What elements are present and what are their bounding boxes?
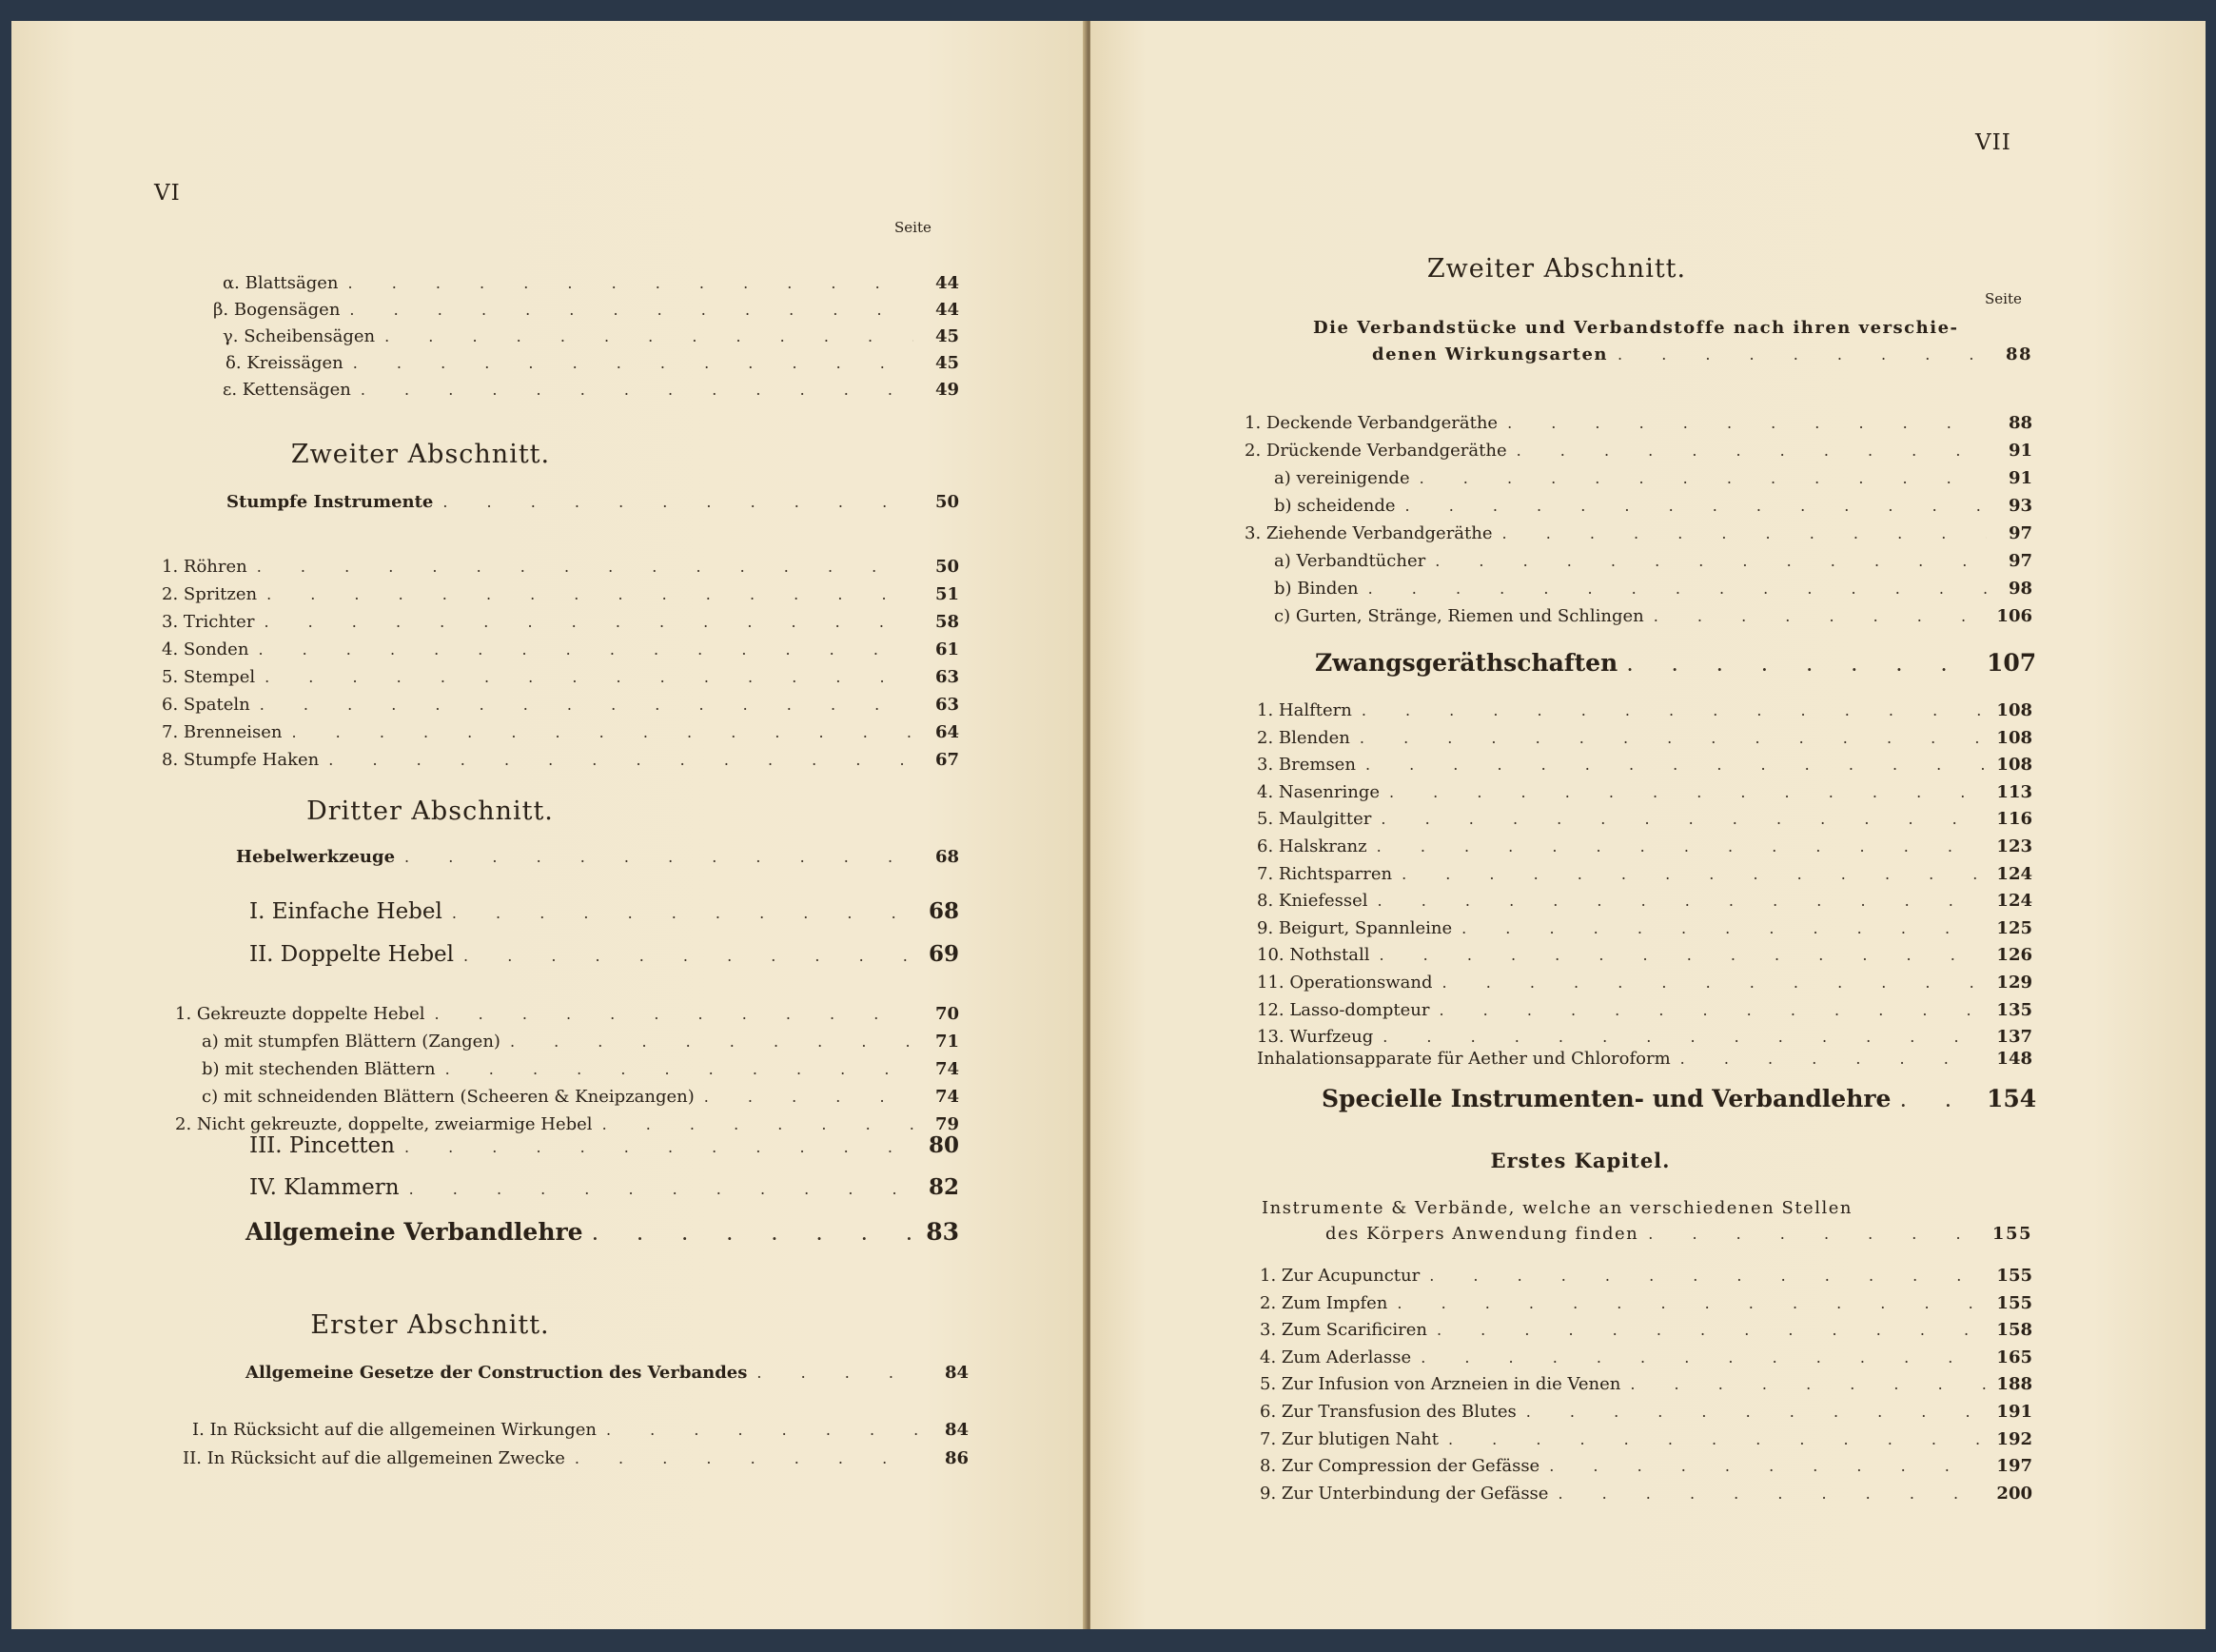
toc-entry [1260,1266,2032,1286]
toc-entry: Inhalationsapparate für Aether und Chloroform . . . 148 [1257,1049,2032,1069]
toc-entry-page: 63 [934,667,959,687]
toc-entry [1260,1456,2032,1476]
toc-entry-page: 98 [2008,579,2032,599]
toc-entry-label: 8. Zur Compression der Gefässe [1260,1456,1540,1477]
toc-entry-page: 158 [1996,1320,2032,1341]
toc-entry: Stumpfe Instrumente . . . 50 [226,492,959,512]
leader-dots [258,640,913,659]
toc-entry: Allgemeine Gesetze der Construction des Verbandes . . . 84 [245,1363,969,1383]
leader-dots [384,327,913,345]
leader-dots [575,1449,923,1467]
toc-entry-page: 200 [1996,1483,2032,1504]
toc-entry-page: 61 [934,639,959,659]
toc-entry-label: 13. Wurfzeug [1257,1027,1374,1048]
leader-dots [1405,497,1987,515]
toc-entry-page: 93 [2008,496,2032,516]
toc-entry-label: 4. Zum Aderlasse [1260,1347,1412,1367]
toc-entry-page: 45 [934,353,959,373]
toc-entry: Specielle Instrumenten- und Verbandlehre . . . 154 [1322,1085,2032,1112]
page-number: VII [1975,130,2011,155]
toc-entry [162,584,959,604]
toc-entry-page: 97 [2008,551,2032,571]
toc-entry-page: 124 [1996,891,2032,912]
leader-dots [1558,1485,1987,1503]
leader-dots [348,274,913,292]
leader-dots [1429,1267,1987,1285]
leader-dots [257,558,913,576]
toc-entry-page: 49 [934,380,959,400]
toc-entry-label: 7. Richtsparren [1257,863,1393,884]
toc-entry-line1: Die Verbandstücke und Verbandstoffe nach ihren verschie- [1313,318,1959,338]
toc-entry: III. Pincetten . . . 80 [249,1132,959,1158]
toc-entry-label: 2. Zum Impfen [1260,1292,1388,1313]
toc-entry [162,667,959,687]
toc-entry [175,1004,959,1024]
toc-entry-label: b) scheidende [1274,496,1396,516]
toc-entry-label: 1. Gekreuzte doppelte Hebel [175,1004,425,1024]
toc-entry-page: 192 [1996,1428,2032,1449]
toc-entry-page: 137 [1996,1027,2032,1048]
toc-entry: Zwangsgeräthschaften . . . 107 [1315,649,2032,677]
toc-entry [1260,1320,2032,1340]
toc-entry [1257,728,2032,748]
toc-entry-label: 8. Kniefessel [1257,891,1368,912]
toc-entry-label: c) mit schneidenden Blättern (Scheeren & Kneipzangen) [202,1087,695,1107]
toc-entry-label: δ. Kreissägen [226,353,343,373]
toc-entry [1257,782,2032,802]
toc-entry-label: I. In Rücksicht auf die allgemeinen Wirkungen [192,1420,597,1440]
leader-dots [1654,607,1987,625]
leader-dots [1439,1001,1987,1019]
toc-entry-label: 7. Brenneisen [162,722,283,742]
toc-entry [1257,809,2032,829]
leader-dots [1360,729,1987,747]
toc-entry-label: 1. Zur Acupunctur [1260,1266,1421,1286]
leader-dots [1461,919,1987,937]
toc-entry-label: γ. Scheibensägen [223,326,376,346]
toc-entry-page: 197 [1996,1456,2032,1477]
toc-entry [1274,606,2032,626]
leader-dots [1507,414,1987,432]
toc-entry-page: 126 [1996,945,2032,966]
toc-entry-label: 11. Operationswand [1257,973,1433,993]
left-page [11,21,1087,1629]
seite-label: Seite [1985,290,2022,307]
toc-entry [1274,496,2032,516]
leader-dots [1502,524,1987,542]
toc-entry [223,326,959,346]
toc-entry-page: 44 [934,300,959,320]
toc-entry-label: a) vereinigende [1274,468,1410,488]
toc-entry [1274,551,2032,571]
leader-dots [291,723,913,741]
leader-dots [1397,1294,1987,1312]
seite-label: Seite [894,219,932,236]
toc-entry-page: 135 [1996,999,2032,1020]
toc-entry [1257,918,2032,938]
toc-entry-label: 1. Halftern [1257,700,1352,720]
leader-dots [1526,1403,1987,1421]
leader-dots [1381,810,1987,828]
toc-entry-page: 116 [1996,809,2032,830]
toc-entry-label: 2. Spritzen [162,584,258,604]
leader-dots [1517,442,1987,460]
toc-entry-label: 7. Zur blutigen Naht [1260,1428,1439,1449]
leader-dots [1389,783,1987,801]
toc-entry [162,612,959,632]
right-page [1090,21,2206,1629]
section-heading: Erster Abschnitt. [310,1310,550,1340]
toc-entry [1260,1484,2032,1504]
toc-entry-page: 91 [2008,468,2032,488]
toc-entry-page: 74 [934,1087,959,1107]
toc-entry [1245,441,2032,461]
leader-dots [434,1005,913,1023]
toc-entry-page: 108 [1996,727,2032,748]
toc-entry-page: 86 [944,1448,969,1468]
toc-entry-label: 5. Zur Infusion von Arzneien in die Venen [1260,1374,1621,1395]
page-number: VI [154,181,181,206]
toc-entry: Allgemeine Verbandlehre . . . 83 [245,1218,959,1246]
toc-entry: II. Doppelte Hebel . . . 69 [249,941,959,967]
toc-entry-label: β. Bogensägen [213,300,341,320]
chapter-heading: Erstes Kapitel. [1490,1149,1671,1172]
leader-dots [1368,580,1987,598]
toc-entry-label: 2. Blenden [1257,727,1350,748]
toc-entry-page: 50 [934,557,959,577]
toc-entry [1257,836,2032,856]
toc-entry-line1: Instrumente & Verbände, welche an verschiedenen Stellen [1262,1198,1853,1218]
toc-entry-page: 155 [1996,1266,2032,1286]
toc-entry-page: 70 [934,1004,959,1024]
toc-entry-page: 88 [2008,413,2032,433]
toc-entry [1260,1374,2032,1394]
toc-entry [223,380,959,400]
toc-entry [1260,1429,2032,1449]
toc-entry [162,639,959,659]
toc-entry-label: α. Blattsägen [223,273,339,293]
toc-entry [1257,1027,2032,1047]
leader-dots [265,668,913,686]
leader-dots [606,1421,923,1439]
leader-dots [704,1088,913,1106]
leader-dots [1378,892,1987,910]
toc-entry-label: 6. Zur Transfusion des Blutes [1260,1402,1517,1422]
toc-entry-page: 97 [2008,523,2032,543]
toc-entry-label: b) mit stechenden Blättern [202,1059,436,1079]
leader-dots [1379,946,1987,964]
toc-entry [1257,864,2032,884]
leader-dots [353,354,913,372]
toc-entry [1257,945,2032,965]
leader-dots [1377,837,1987,856]
toc-entry-page: 91 [2008,441,2032,461]
toc-entry [162,557,959,577]
leader-dots [1442,974,1987,992]
toc-entry [175,1114,959,1134]
toc-entry [162,695,959,715]
leader-dots [1448,1430,1987,1448]
toc-entry-page: 84 [944,1420,969,1440]
toc-entry-label: a) Verbandtücher [1274,551,1426,571]
leader-dots [1402,865,1987,883]
leader-dots [1420,469,1987,487]
toc-entry: denen Wirkungsarten . . . 88 [1372,344,2032,364]
toc-entry-label: 6. Spateln [162,695,250,715]
toc-entry-page: 113 [1996,781,2032,802]
toc-entry-label: 5. Maulgitter [1257,809,1372,830]
toc-entry [213,300,959,320]
toc-entry-label: 5. Stempel [162,667,256,687]
toc-entry-page: 64 [934,722,959,742]
leader-dots [349,301,913,319]
toc-entry-page: 188 [1996,1374,2032,1395]
toc-entry [226,353,959,373]
leader-dots [445,1060,913,1078]
toc-entry-page: 74 [934,1059,959,1079]
toc-entry [1257,973,2032,993]
leader-dots [1383,1028,1987,1046]
toc-entry [1274,579,2032,599]
toc-entry [1257,891,2032,911]
toc-entry-label: 2. Drückende Verbandgeräthe [1245,441,1507,461]
leader-dots [328,751,913,769]
toc-entry-page: 124 [1996,863,2032,884]
section-heading: Dritter Abschnitt. [306,796,554,826]
toc-entry-page: 125 [1996,917,2032,938]
toc-entry-page: 191 [1996,1402,2032,1422]
toc-entry-page: 79 [934,1114,959,1134]
toc-entry [202,1032,959,1052]
leader-dots [361,381,913,399]
toc-entry-label: b) Binden [1274,579,1359,599]
toc-entry [1257,1000,2032,1020]
toc-entry-page: 129 [1996,973,2032,993]
toc-entry-label: 6. Halskranz [1257,836,1367,856]
toc-entry-label: c) Gurten, Stränge, Riemen und Schlingen [1274,606,1644,626]
leader-dots [266,585,913,603]
toc-entry: des Körpers Anwendung finden . . . 155 [1325,1224,2032,1244]
toc-entry-page: 71 [934,1032,959,1052]
toc-entry [1260,1347,2032,1367]
leader-dots [1365,756,1987,774]
toc-entry-label: 1. Deckende Verbandgeräthe [1245,413,1499,433]
toc-entry-label: 12. Lasso-dompteur [1257,999,1430,1020]
leader-dots [1421,1348,1987,1367]
leader-dots [1435,552,1987,570]
toc-entry [183,1448,969,1468]
toc-entry [162,750,959,770]
leader-dots [1437,1321,1987,1339]
toc-entry-label: 3. Bremsen [1257,755,1356,776]
leader-dots [510,1032,913,1051]
toc-entry-label: 4. Sonden [162,639,249,659]
toc-entry-page: 165 [1996,1347,2032,1367]
toc-entry-label: 3. Ziehende Verbandgeräthe [1245,523,1493,543]
toc-entry-label: 2. Nicht gekreuzte, doppelte, zweiarmige Hebel [175,1114,593,1134]
leader-dots [1362,701,1987,719]
leader-dots [1630,1375,1987,1393]
toc-entry [1274,468,2032,488]
toc-entry-label: 4. Nasenringe [1257,781,1380,802]
toc-entry-label: 9. Zur Unterbindung der Gefässe [1260,1483,1549,1504]
toc-entry-page: 106 [1996,606,2032,626]
toc-entry-label: II. In Rücksicht auf die allgemeinen Zwecke [183,1448,565,1468]
leader-dots [264,613,913,631]
toc-entry-page: 51 [934,584,959,604]
toc-entry-label: 9. Beigurt, Spannleine [1257,917,1453,938]
toc-entry-label: 1. Röhren [162,557,247,577]
toc-entry [1260,1293,2032,1313]
toc-entry [1260,1402,2032,1422]
leader-dots [1549,1457,1987,1475]
toc-entry-label: 3. Trichter [162,612,255,632]
toc-entry [1245,413,2032,433]
toc-entry [1257,755,2032,775]
toc-entry [202,1059,959,1079]
toc-entry-label: a) mit stumpfen Blättern (Zangen) [202,1032,500,1052]
leader-dots [602,1115,913,1133]
toc-entry-label: 3. Zum Scarificiren [1260,1320,1427,1341]
section-heading: Zweiter Abschnitt. [290,440,551,469]
toc-entry-page: 123 [1996,836,2032,856]
toc-entry: I. Einfache Hebel . . . 68 [249,898,959,924]
toc-entry-label: ε. Kettensägen [223,380,351,400]
toc-entry-page: 155 [1996,1292,2032,1313]
toc-entry-label: 10. Nothstall [1257,945,1370,966]
toc-entry-page: 67 [934,750,959,770]
toc-entry-page: 108 [1996,700,2032,720]
section-heading: Zweiter Abschnitt. [1426,254,1687,284]
toc-entry-page: 58 [934,612,959,632]
toc-entry [202,1087,959,1107]
toc-entry-page: 44 [934,273,959,293]
toc-entry: IV. Klammern . . . 82 [249,1174,959,1200]
toc-entry-page: 45 [934,326,959,346]
toc-entry-page: 63 [934,695,959,715]
toc-entry [192,1420,969,1440]
toc-entry [223,273,959,293]
toc-entry [162,722,959,742]
leader-dots [260,696,913,714]
toc-entry-page: 108 [1996,755,2032,776]
toc-entry [1257,700,2032,720]
toc-entry-label: 8. Stumpfe Haken [162,750,320,770]
toc-entry [1245,523,2032,543]
toc-entry: Hebelwerkzeuge . . . 68 [236,847,959,867]
